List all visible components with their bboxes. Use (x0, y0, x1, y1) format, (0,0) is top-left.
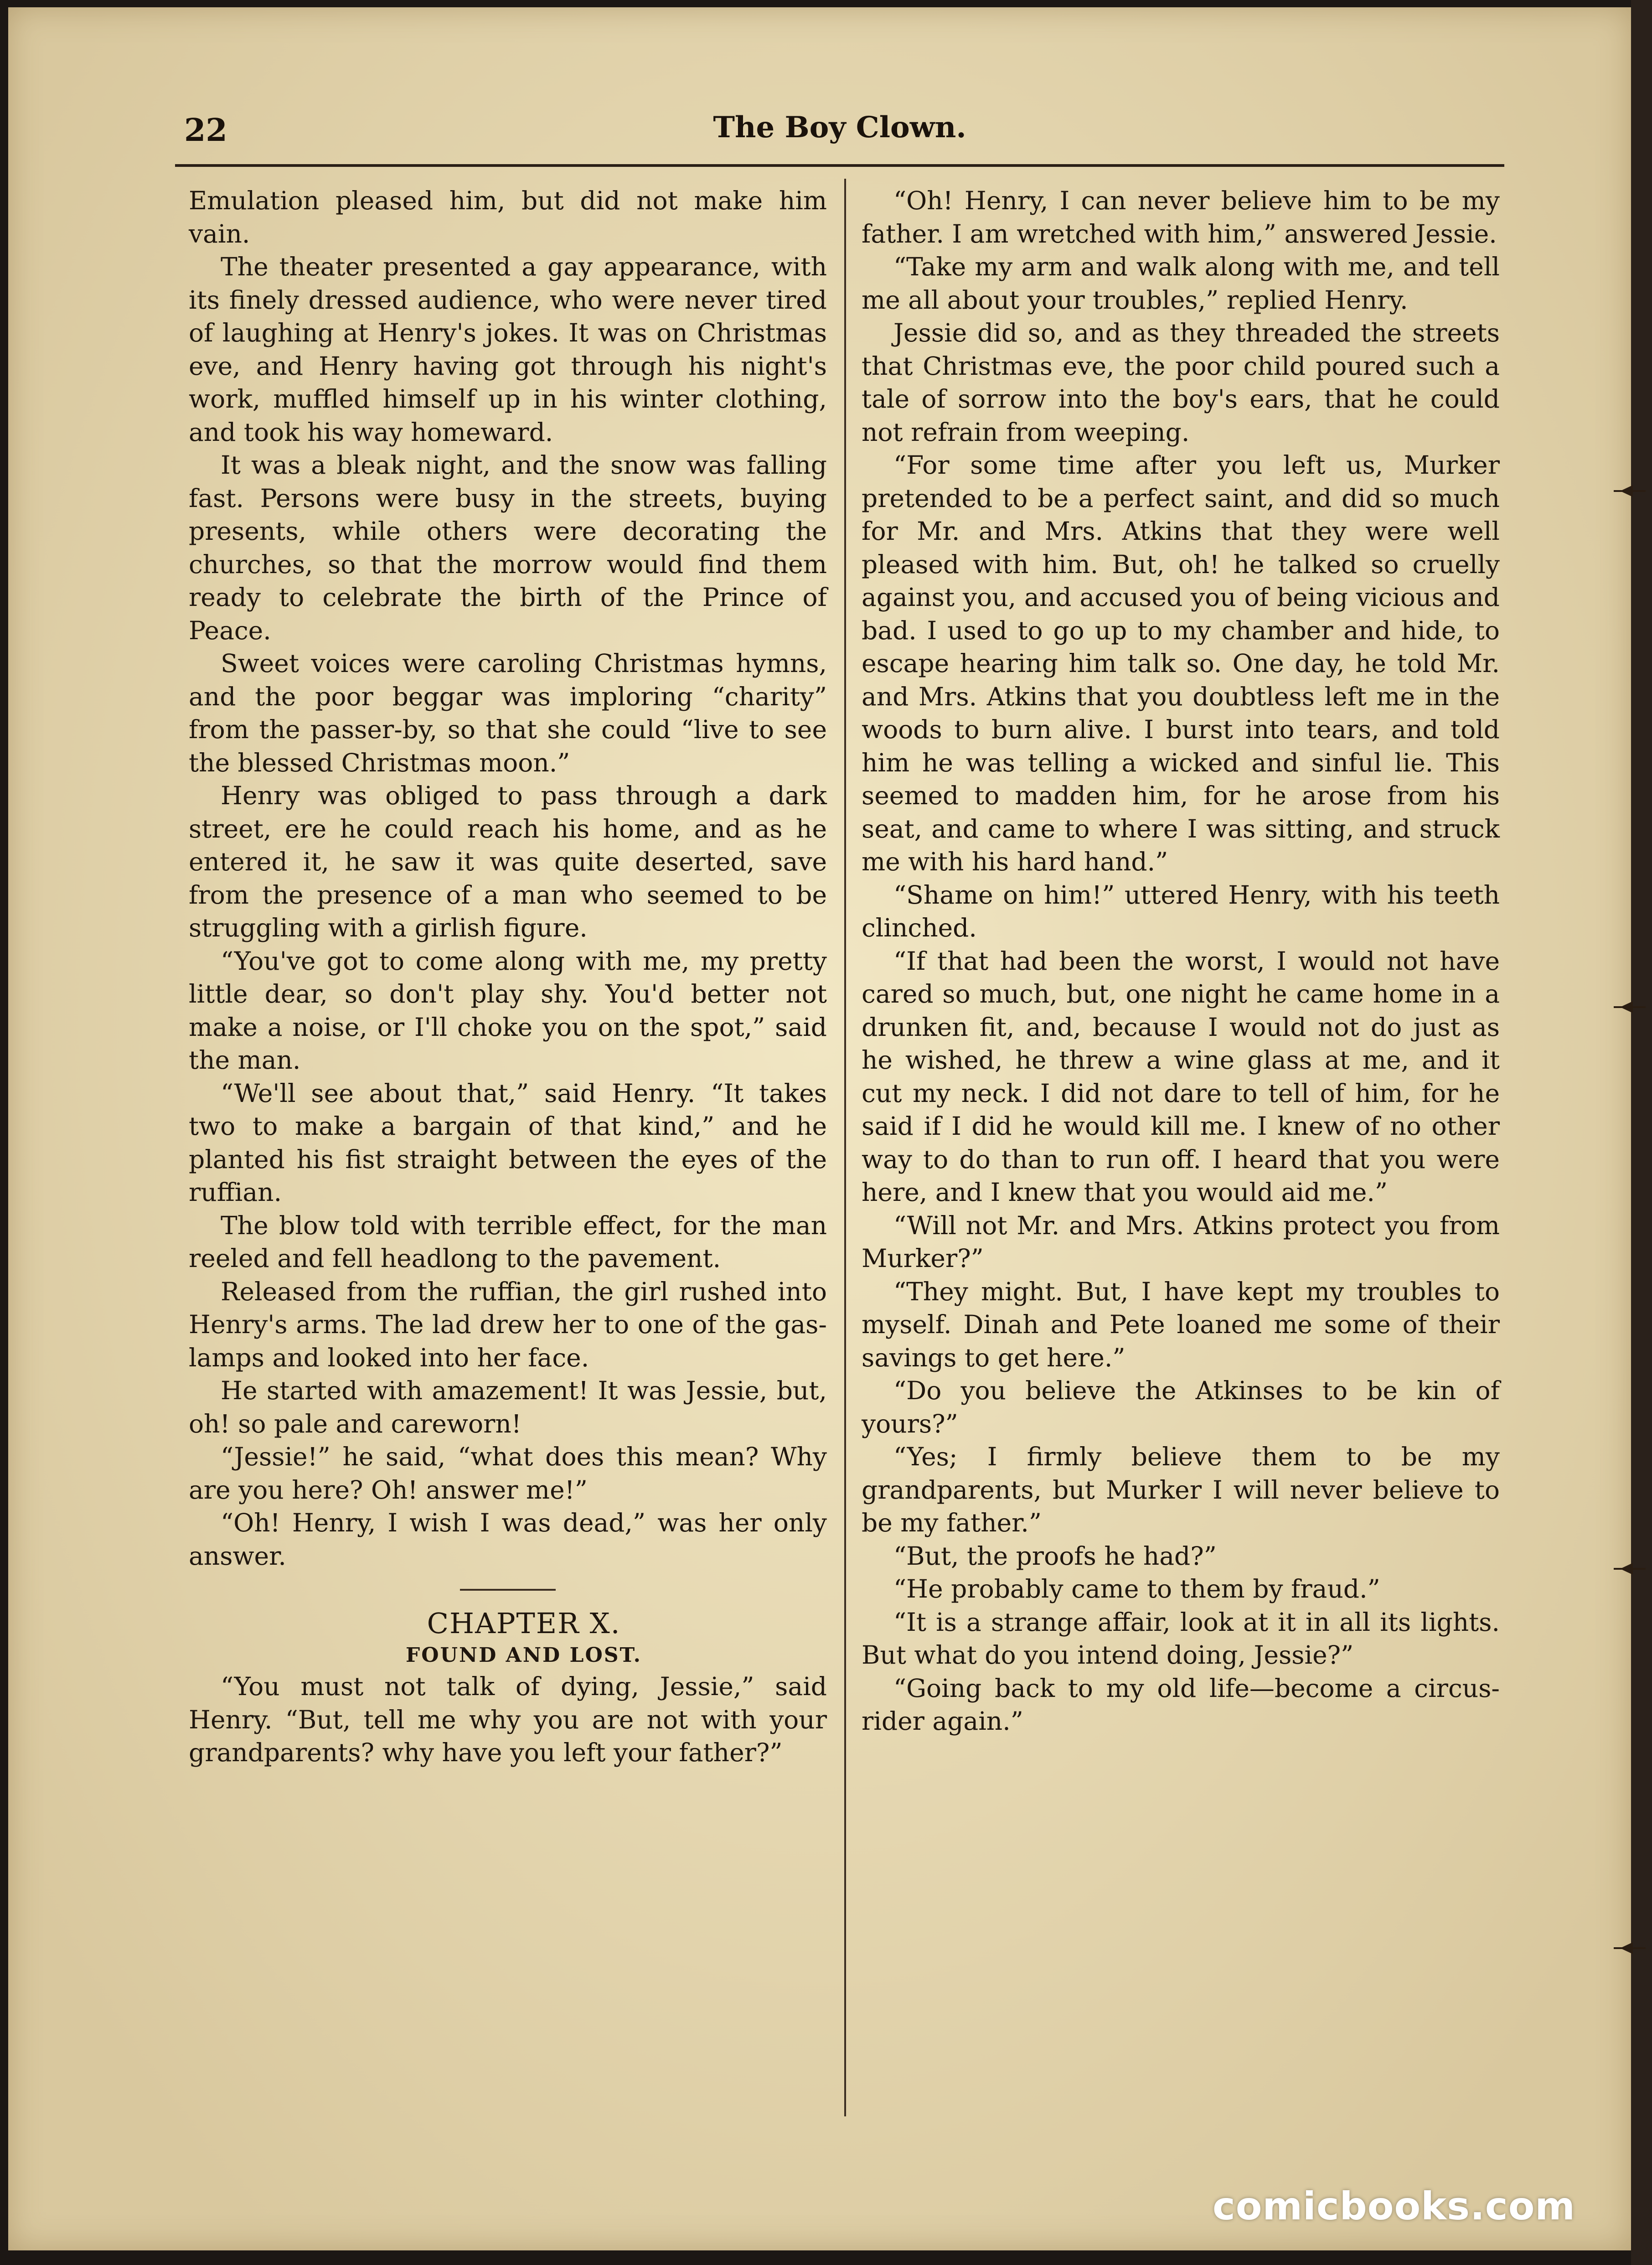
paragraph: Emulation pleased him, but did not make him vain. (189, 186, 827, 248)
binding-tack-mark (1614, 489, 1646, 493)
paragraph: “Shame on him!” uttered Henry, with his teeth clinched. (862, 880, 1500, 942)
paragraph: Henry was obliged to pass through a dark street, ere he could reach his home, and as he entered it, he saw it was quite deserted, save from the presence of a man who seemed to be struggling with a girlish figure. (189, 781, 827, 942)
watermark: comicbooks.com (1213, 2184, 1575, 2229)
paragraph: “Do you believe the Atkinses to be kin of yours?” (862, 1376, 1500, 1438)
page-number: 22 (184, 112, 227, 149)
paragraph: “They might. But, I have kept my troubles to myself. Dinah and Pete loaned me some of their savings to get here.” (862, 1277, 1500, 1372)
paragraph: “Oh! Henry, I can never believe him to be my father. I am wretched with him,” answered Jessie. (862, 186, 1500, 248)
paragraph: It was a bleak night, and the snow was falling fast. Persons were busy in the streets, buying presents, while others were decorating the churches, so that the morrow would find them ready to celebrate the birth of the Prince of Peace. (189, 450, 827, 645)
paragraph: He started with amazement! It was Jessie, but, oh! so pale and careworn! (189, 1376, 827, 1438)
paragraph: “We'll see about that,” said Henry. “It takes two to make a bargain of that kind,” and he planted his fist straight between the eyes of the ruffian. (189, 1078, 827, 1207)
paragraph: “Will not Mr. and Mrs. Atkins protect you from Murker?” (862, 1210, 1500, 1273)
paragraph: “Yes; I firmly believe them to be my grandparents, but Murker I will never believe to be my father.” (862, 1442, 1500, 1537)
chapter-title: CHAPTER X. (427, 1607, 621, 1640)
column-divider (844, 179, 846, 2116)
paragraph: “You must not talk of dying, Jessie,” said Henry. “But, tell me why you are not with your grandparents? why have you left your father?” (189, 1672, 827, 1767)
paragraph: The theater presented a gay appearance, with its finely dressed audience, who were never tired of laughing at Henry's jokes. It was on Christmas eve, and Henry having got through his night's work, muffled himself up in his winter clothing, and took his way homeward. (189, 252, 827, 447)
scan-edge (1631, 0, 1652, 2265)
paragraph: Jessie did so, and as they threaded the streets that Christmas eve, the poor child poured such a tale of sorrow into the boy's ears, that he could not refrain from weeping. (862, 318, 1500, 447)
binding-tack-mark (1614, 1005, 1646, 1009)
header-rule (175, 164, 1504, 167)
paragraph: “But, the proofs he had?” (893, 1541, 1217, 1571)
page-header (175, 106, 1504, 160)
paragraph: “For some time after you left us, Murker pretended to be a perfect saint, and did so much for Mr. and Mrs. Atkins that they were well pleased with him. But, oh! he talked so cruelly against you, and accused you of being vicious and bad. I used to go up to my chamber and hide, to escape hearing him talk so. One day, he told Mr. and Mrs. Atkins that you doubtless left me in the woods to burn alive. I burst into tears, and told him he was telling a wicked and sinful lie. This seemed to madden him, for he arose from his seat, and came to where I was sitting, and struck me with his hard hand.” (862, 450, 1500, 876)
running-title: The Boy Clown. (713, 110, 966, 145)
binding-tack-mark (1614, 1946, 1646, 1950)
left-column (189, 184, 827, 1769)
paragraph: “Take my arm and walk along with me, and tell me all about your troubles,” replied Henry. (862, 252, 1500, 315)
paragraph: “Going back to my old life—become a circus-rider again.” (862, 1673, 1500, 1736)
paragraph: Sweet voices were caroling Christmas hymns, and the poor beggar was imploring “charity” from the passer-by, so that she could “live to see the blessed Christmas moon.” (189, 649, 827, 777)
paragraph: “Oh! Henry, I wish I was dead,” was her only answer. (189, 1508, 827, 1571)
paragraph: The blow told with terrible effect, for the man reeled and fell headlong to the pavement. (189, 1210, 827, 1273)
chapter-subtitle: FOUND AND LOST. (406, 1644, 642, 1667)
paragraph: “You've got to come along with me, my pretty little dear, so don't play shy. You'd better not make a noise, or I'll choke you on the spot,” said the man. (189, 946, 827, 1075)
paragraph: “He probably came to them by fraud.” (893, 1574, 1380, 1603)
chapter-separator (460, 1589, 556, 1591)
paragraph: “Jessie!” he said, “what does this mean? Why are you here? Oh! answer me!” (189, 1442, 827, 1505)
paragraph: Released from the ruffian, the girl rushed into Henry's arms. The lad drew her to one of the gas-lamps and looked into her face. (189, 1277, 827, 1372)
paragraph: “It is a strange affair, look at it in all its lights. But what do you intend doing, Jessie?” (862, 1607, 1500, 1670)
binding-tack-mark (1614, 1567, 1646, 1571)
paragraph: “If that had been the worst, I would not have cared so much, but, one night he came home in a drunken fit, and, because I would not do just as he wished, he threw a wine glass at me, and it cut my neck. I did not dare to tell of him, for he said if I did he would kill me. I knew of no other way to do than to run off. I heard that you were here, and I knew that you would aid me.” (862, 946, 1500, 1207)
right-column (862, 184, 1500, 1738)
